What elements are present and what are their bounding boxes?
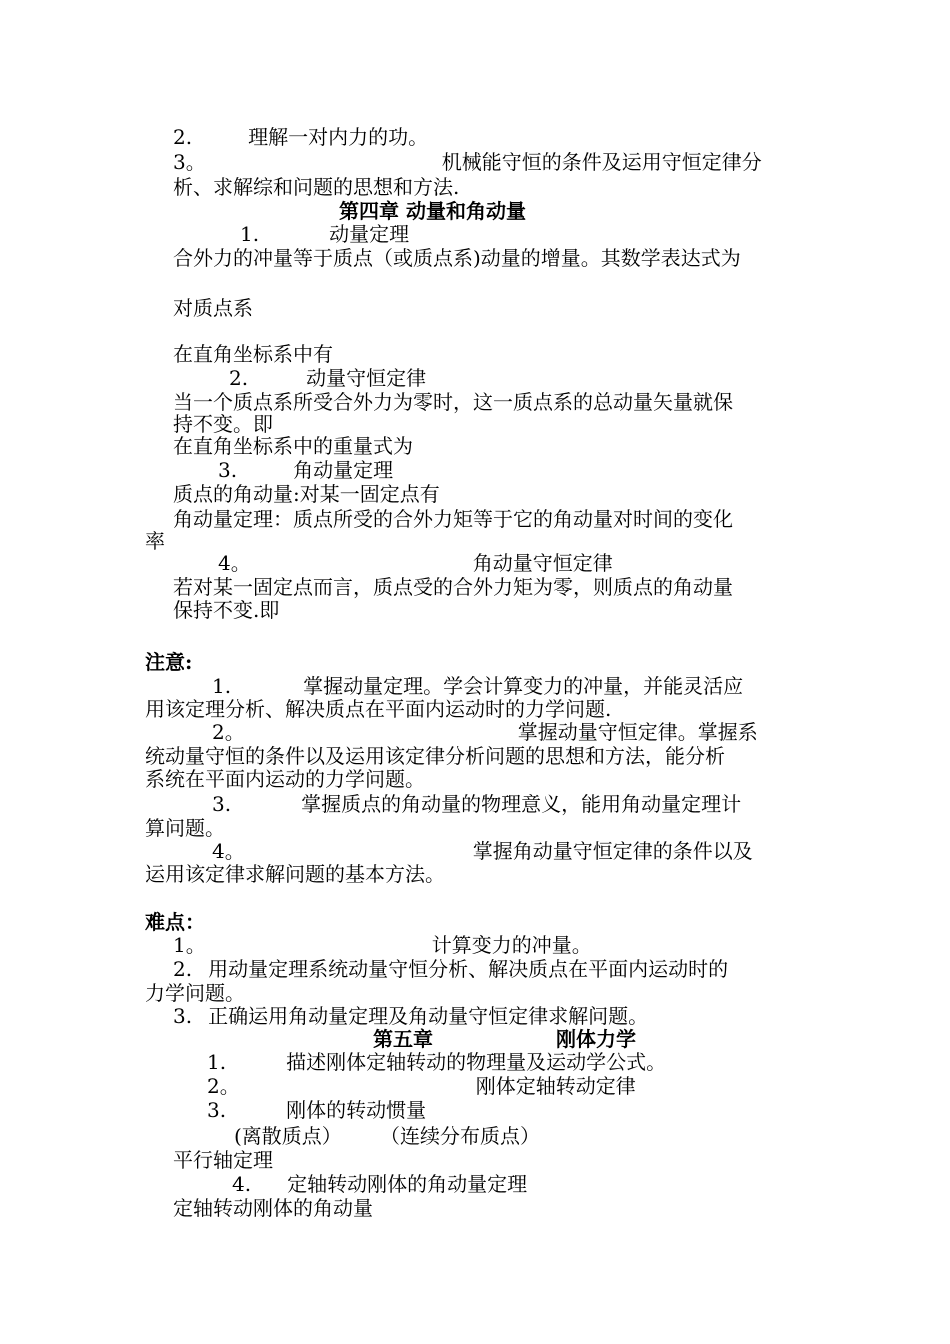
note-text: 掌握动量定理。学会计算变力的冲量，并能灵活应	[303, 674, 744, 698]
note-number: 2。	[212, 720, 245, 744]
ch4-cartesian-label: 在直角坐标系中有	[173, 342, 333, 366]
chapter-4-title: 第四章 动量和角动量	[339, 199, 526, 223]
item-text: 理解一对内力的功。	[248, 125, 429, 149]
item-text: 描述刚体定轴转动的物理量及运动学公式。	[286, 1050, 667, 1074]
note-text: 掌握动量守恒定律。掌握系	[517, 720, 758, 744]
note-4	[212, 839, 753, 863]
item-number: 2.	[173, 125, 193, 149]
section-title: 角动量定理	[293, 458, 394, 482]
note-3-continued: 算问题。	[145, 816, 225, 840]
ch4-section-3-heading	[218, 458, 393, 482]
note-2	[212, 720, 758, 744]
note-text: 掌握角动量守恒定律的条件以及	[472, 839, 753, 863]
note-number: 1.	[212, 674, 232, 698]
difficulty-text: 用动量定理系统动量守恒分析、解决质点在平面内运动时的	[208, 957, 729, 981]
ch4-section-3-text-3: 率	[145, 529, 165, 553]
difficulty-number: 1。	[173, 933, 206, 957]
ch3-item-3-continued: 析、求解综和问题的思想和方法.	[173, 175, 460, 199]
ch5-item-4	[232, 1172, 527, 1196]
difficulty-2-continued: 力学问题。	[145, 981, 245, 1005]
note-1	[212, 674, 743, 698]
item-number: 1.	[207, 1050, 227, 1074]
item-text: 刚体定轴转动定律	[475, 1074, 636, 1098]
section-title: 角动量守恒定律	[472, 551, 613, 575]
ch4-section-1-text: 合外力的冲量等于质点（或质点系)动量的增量。其数学表达式为	[173, 246, 741, 270]
note-4-continued: 运用该定律求解问题的基本方法。	[145, 862, 445, 886]
ch4-section-4-text-1: 若对某一固定点而言，质点受的合外力矩为零，则质点的角动量	[173, 575, 733, 599]
difficulties-heading: 难点：	[145, 910, 205, 934]
note-2-continued-1: 统动量守恒的条件以及运用该定律分析问题的思想和方法，能分析	[145, 744, 725, 768]
ch4-particle-system-label: 对质点系	[173, 296, 253, 320]
note-3	[212, 792, 741, 816]
difficulty-2	[173, 957, 728, 981]
item-number: 2。	[207, 1074, 240, 1098]
ch4-section-2-text-1: 当一个质点系所受合外力为零时，这一质点系的总动量矢量就保	[173, 390, 733, 414]
ch4-section-3-text-2: 角动量定理：质点所受的合外力矩等于它的角动量对时间的变化	[173, 507, 733, 531]
section-number: 1.	[240, 222, 260, 246]
notes-heading: 注意:	[145, 650, 193, 674]
ch4-section-1-heading	[240, 222, 409, 246]
ch5-item-1	[207, 1050, 666, 1074]
ch4-section-2-text-3: 在直角坐标系中的重量式为	[173, 434, 413, 458]
ch3-item-3	[173, 150, 762, 174]
parallel-axis-label: 平行轴定理	[173, 1148, 273, 1172]
section-number: 4。	[218, 551, 251, 575]
item-number: 3。	[173, 150, 206, 174]
ch4-section-2-heading	[229, 366, 426, 390]
note-text: 掌握质点的角动量的物理意义，能用角动量定理计	[301, 792, 742, 816]
difficulty-number: 2.	[173, 957, 193, 981]
item-number: 3.	[207, 1098, 227, 1122]
section-title: 动量守恒定律	[306, 366, 427, 390]
difficulty-1	[173, 933, 592, 957]
ch4-section-2-text-2: 持不变。即	[173, 412, 273, 436]
ch5-item-3	[207, 1098, 426, 1122]
item-text: 刚体的转动惯量	[286, 1098, 427, 1122]
discrete-particles-label: (离散质点）	[234, 1124, 342, 1148]
item-number: 4.	[232, 1172, 252, 1196]
section-title: 动量定理	[329, 222, 410, 246]
note-1-continued: 用该定理分析、解决质点在平面内运动时的力学问题.	[145, 697, 612, 721]
note-number: 4。	[212, 839, 245, 863]
ch5-item-2	[207, 1074, 636, 1098]
chapter-5-title-right: 刚体力学	[556, 1027, 636, 1051]
ch4-section-3-text-1: 质点的角动量:对某一固定点有	[173, 482, 440, 506]
note-number: 3.	[212, 792, 232, 816]
ch3-item-2	[173, 125, 428, 149]
section-number: 3.	[218, 458, 238, 482]
difficulty-3	[173, 1004, 648, 1028]
ch4-section-4-text-2: 保持不变.即	[173, 598, 280, 622]
continuous-particles-label: （连续分布质点）	[380, 1124, 540, 1148]
ch4-section-4-heading	[218, 551, 613, 575]
item-text: 机械能守恒的条件及运用守恒定律分	[441, 150, 762, 174]
chapter-5-title-left: 第五章	[373, 1027, 433, 1051]
rigid-body-angular-momentum-label: 定轴转动刚体的角动量	[173, 1196, 373, 1220]
difficulty-text: 计算变力的冲量。	[431, 933, 592, 957]
difficulty-number: 3.	[173, 1004, 193, 1028]
note-2-continued-2: 系统在平面内运动的力学问题。	[145, 767, 425, 791]
item-text: 定轴转动刚体的角动量定理	[287, 1172, 528, 1196]
section-number: 2.	[229, 366, 249, 390]
difficulty-text: 正确运用角动量定理及角动量守恒定律求解问题。	[208, 1004, 649, 1028]
